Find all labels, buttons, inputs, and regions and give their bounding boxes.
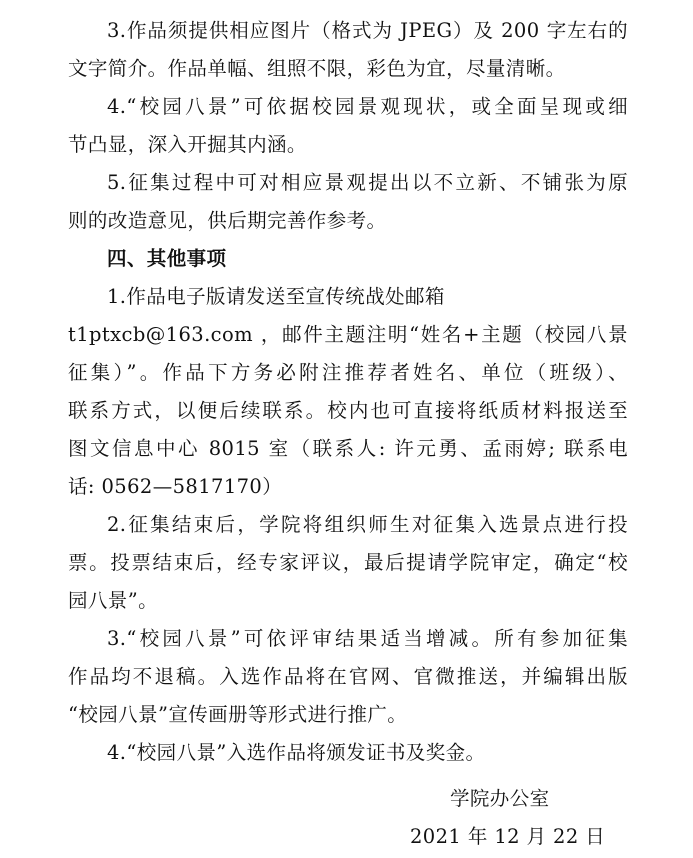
paragraph-line: 作品均不退稿。入选作品将在官网、官微推送，并编辑出版 (68, 665, 628, 688)
paragraph-line: t1ptxcb@163.com ，邮件主题注明“姓名+主题（校园八景 (68, 323, 628, 346)
paragraph-line: 文字简介。作品单幅、组照不限，彩色为宜，尽量清晰。 (68, 57, 566, 80)
paragraph-line: 4.“校园八景”可依据校园景观现状，或全面呈现或细 (107, 95, 628, 118)
paragraph-line: 节凸显，深入开掘其内涵。 (68, 133, 307, 156)
signature-org: 学院办公室 (450, 787, 550, 810)
paragraph-line: 3.作品须提供相应图片（格式为 JPEG）及 200 字左右的 (107, 19, 628, 42)
paragraph-line: 3.“校园八景”可依评审结果适当增减。所有参加征集 (107, 627, 628, 650)
paragraph-line: 园八景”。 (68, 589, 158, 612)
paragraph-line: 4.“校园八景”入选作品将颁发证书及奖金。 (107, 741, 486, 764)
paragraph-line: 1.作品电子版请发送至宣传统战处邮箱 (107, 285, 445, 308)
paragraph-line: 征集）”。作品下方务必附注推荐者姓名、单位（班级）、 (68, 361, 628, 384)
paragraph-line: 联系方式，以便后续联系。校内也可直接将纸质材料报送至 (68, 399, 628, 422)
paragraph-line: 5.征集过程中可对相应景观提出以不立新、不铺张为原 (107, 171, 628, 194)
paragraph-line: 话: 0562—5817170） (68, 475, 283, 498)
paragraph-line: 则的改造意见，供后期完善作参考。 (68, 209, 387, 232)
paragraph-line: 2.征集结束后，学院将组织师生对征集入选景点进行投 (107, 513, 628, 536)
signature-date: 2021 年 12 月 22 日 (410, 825, 606, 848)
section-heading: 四、其他事项 (107, 247, 227, 270)
paragraph-line: “校园八景”宣传画册等形式进行推广。 (68, 703, 408, 726)
paragraph-line: 票。投票结束后，经专家评议，最后提请学院审定，确定“校 (68, 551, 628, 574)
paragraph-line: 图文信息中心 8015 室（联系人: 许元勇、孟雨婷; 联系电 (68, 437, 628, 460)
